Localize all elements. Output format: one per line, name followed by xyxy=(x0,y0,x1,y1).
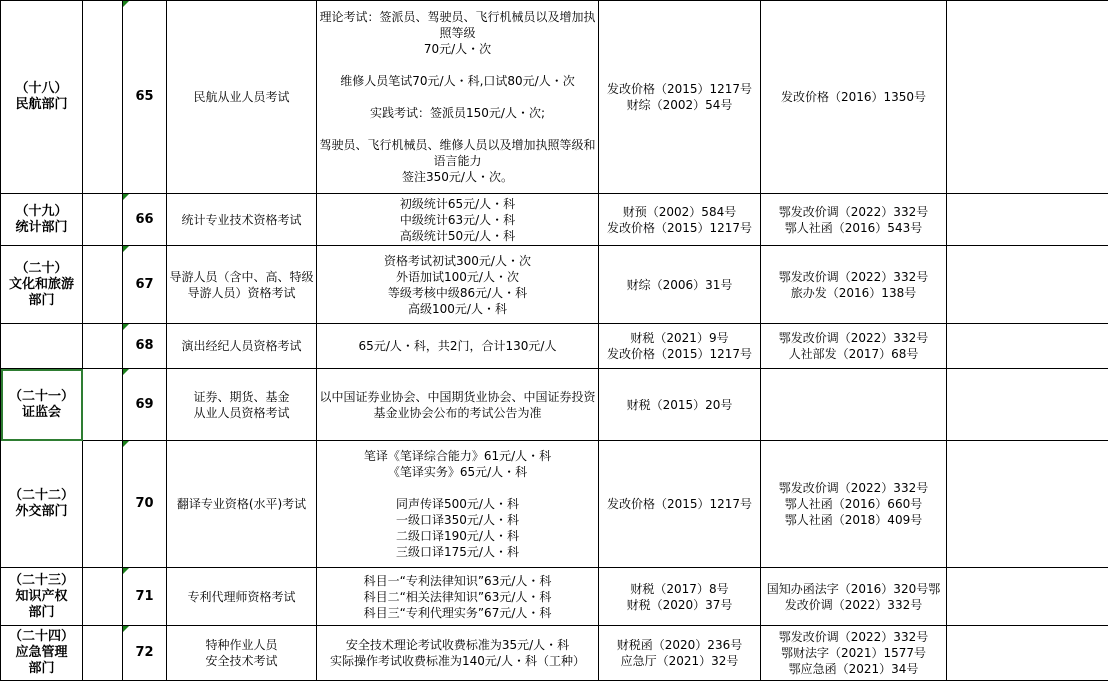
item-number-cell[interactable]: 71 xyxy=(123,568,167,626)
fee-standard-cell[interactable]: 初级统计65元/人・科 中级统计63元/人・科 高级统计50元/人・科 xyxy=(317,194,599,246)
blank-cell[interactable] xyxy=(83,194,123,246)
department-cell[interactable]: （十九） 统计部门 xyxy=(1,194,83,246)
table-row xyxy=(1,369,1108,441)
local-basis-cell[interactable]: 鄂发改价调（2022）332号 鄂人社函（2016）660号 鄂人社函（2018）409号 xyxy=(761,441,947,568)
fee-basis-cell[interactable]: 财税（2015）20号 xyxy=(599,369,761,441)
fee-basis-cell[interactable]: 财税（2021）9号 发改价格（2015）1217号 xyxy=(599,324,761,369)
exam-name-cell[interactable]: 导游人员（含中、高、特级导游人员）资格考试 xyxy=(167,246,317,324)
blank-cell[interactable] xyxy=(83,324,123,369)
exam-name-cell[interactable]: 专利代理师资格考试 xyxy=(167,568,317,626)
exam-name-cell[interactable]: 统计专业技术资格考试 xyxy=(167,194,317,246)
blank-cell[interactable] xyxy=(83,369,123,441)
exam-name-cell[interactable]: 证券、期货、基金 从业人员资格考试 xyxy=(167,369,317,441)
local-basis-cell[interactable]: 鄂发改价调（2022）332号 鄂财法字（2021）1577号 鄂应急函（2021）34号 xyxy=(761,626,947,681)
exam-name-cell[interactable]: 民航从业人员考试 xyxy=(167,1,317,194)
local-basis-cell[interactable]: 发改价格（2016）1350号 xyxy=(761,1,947,194)
department-cell[interactable]: （二十一） 证监会 xyxy=(1,369,83,441)
fee-basis-cell[interactable]: 发改价格（2015）1217号 xyxy=(599,441,761,568)
remark-cell[interactable] xyxy=(947,369,1108,441)
fee-standard-cell[interactable]: 笔译《笔译综合能力》61元/人・科 《笔译实务》65元/人・科 同声传译500元/人・科 一级口译350元/人・科 二级口译190元/人・科 三级口译175元/人・科 xyxy=(317,441,599,568)
fee-standard-cell[interactable]: 65元/人・科，共2门，合计130元/人 xyxy=(317,324,599,369)
blank-cell[interactable] xyxy=(83,626,123,681)
item-number-cell[interactable]: 72 xyxy=(123,626,167,681)
remark-cell[interactable] xyxy=(947,441,1108,568)
table-row xyxy=(1,324,1108,369)
local-basis-cell[interactable]: 国知办函法字（2016）320号鄂发改价调（2022）332号 xyxy=(761,568,947,626)
fee-standard-cell[interactable]: 科目一“专利法律知识”63元/人・科 科目二“相关法律知识”63元/人・科 科目三“专利代理实务”67元/人・科 xyxy=(317,568,599,626)
fee-standard-cell[interactable]: 理论考试：签派员、驾驶员、飞行机械员以及增加执照等级 70元/人・次 维修人员笔试70元/人・科,口试80元/人・次 实践考试：签派员150元/人・次; 驾驶员、飞行机械员、维修人员以及增加执照等级和语言能力 签注350元/人・次。 xyxy=(317,1,599,194)
blank-cell[interactable] xyxy=(83,568,123,626)
item-number-cell[interactable]: 68 xyxy=(123,324,167,369)
department-cell[interactable] xyxy=(1,324,83,369)
remark-cell[interactable] xyxy=(947,568,1108,626)
table-row xyxy=(1,194,1108,246)
local-basis-cell[interactable]: 鄂发改价调（2022）332号 人社部发（2017）68号 xyxy=(761,324,947,369)
fee-basis-cell[interactable]: 发改价格（2015）1217号 财综（2002）54号 xyxy=(599,1,761,194)
item-number-cell[interactable]: 65 xyxy=(123,1,167,194)
item-number-cell[interactable]: 67 xyxy=(123,246,167,324)
fee-standard-cell[interactable]: 资格考试初试300元/人・次 外语加试100元/人・次 等级考核中级86元/人・科 高级100元/人・科 xyxy=(317,246,599,324)
table-row xyxy=(1,568,1108,626)
table-row xyxy=(1,441,1108,568)
item-number-cell[interactable]: 70 xyxy=(123,441,167,568)
department-cell[interactable]: （二十三） 知识产权 部门 xyxy=(1,568,83,626)
remark-cell[interactable] xyxy=(947,626,1108,681)
local-basis-cell[interactable] xyxy=(761,369,947,441)
local-basis-cell[interactable]: 鄂发改价调（2022）332号 旅办发（2016）138号 xyxy=(761,246,947,324)
blank-cell[interactable] xyxy=(83,441,123,568)
exam-name-cell[interactable]: 演出经纪人员资格考试 xyxy=(167,324,317,369)
blank-cell[interactable] xyxy=(83,246,123,324)
fee-basis-cell[interactable]: 财综（2006）31号 xyxy=(599,246,761,324)
exam-name-cell[interactable]: 特种作业人员 安全技术考试 xyxy=(167,626,317,681)
remark-cell[interactable] xyxy=(947,324,1108,369)
table-row xyxy=(1,626,1108,681)
local-basis-cell[interactable]: 鄂发改价调（2022）332号 鄂人社函（2016）543号 xyxy=(761,194,947,246)
department-cell[interactable]: （二十四） 应急管理 部门 xyxy=(1,626,83,681)
item-number-cell[interactable]: 69 xyxy=(123,369,167,441)
fee-basis-cell[interactable]: 财税（2017）8号 财税（2020）37号 xyxy=(599,568,761,626)
fee-standard-cell[interactable]: 安全技术理论考试收费标准为35元/人・科 实际操作考试收费标准为140元/人・科（工种） xyxy=(317,626,599,681)
table-row xyxy=(1,246,1108,324)
department-cell[interactable]: （二十二） 外交部门 xyxy=(1,441,83,568)
remark-cell[interactable] xyxy=(947,1,1108,194)
department-cell[interactable]: （十八） 民航部门 xyxy=(1,1,83,194)
fee-basis-cell[interactable]: 财税函（2020）236号 应急厅（2021）32号 xyxy=(599,626,761,681)
remark-cell[interactable] xyxy=(947,246,1108,324)
exam-name-cell[interactable]: 翻译专业资格(水平)考试 xyxy=(167,441,317,568)
item-number-cell[interactable]: 66 xyxy=(123,194,167,246)
table-row xyxy=(1,1,1108,194)
department-cell[interactable]: （二十） 文化和旅游 部门 xyxy=(1,246,83,324)
fee-standard-cell[interactable]: 以中国证券业协会、中国期货业协会、中国证券投资基金业协会公布的考试公告为准 xyxy=(317,369,599,441)
fee-basis-cell[interactable]: 财预（2002）584号 发改价格（2015）1217号 xyxy=(599,194,761,246)
blank-cell[interactable] xyxy=(83,1,123,194)
remark-cell[interactable] xyxy=(947,194,1108,246)
